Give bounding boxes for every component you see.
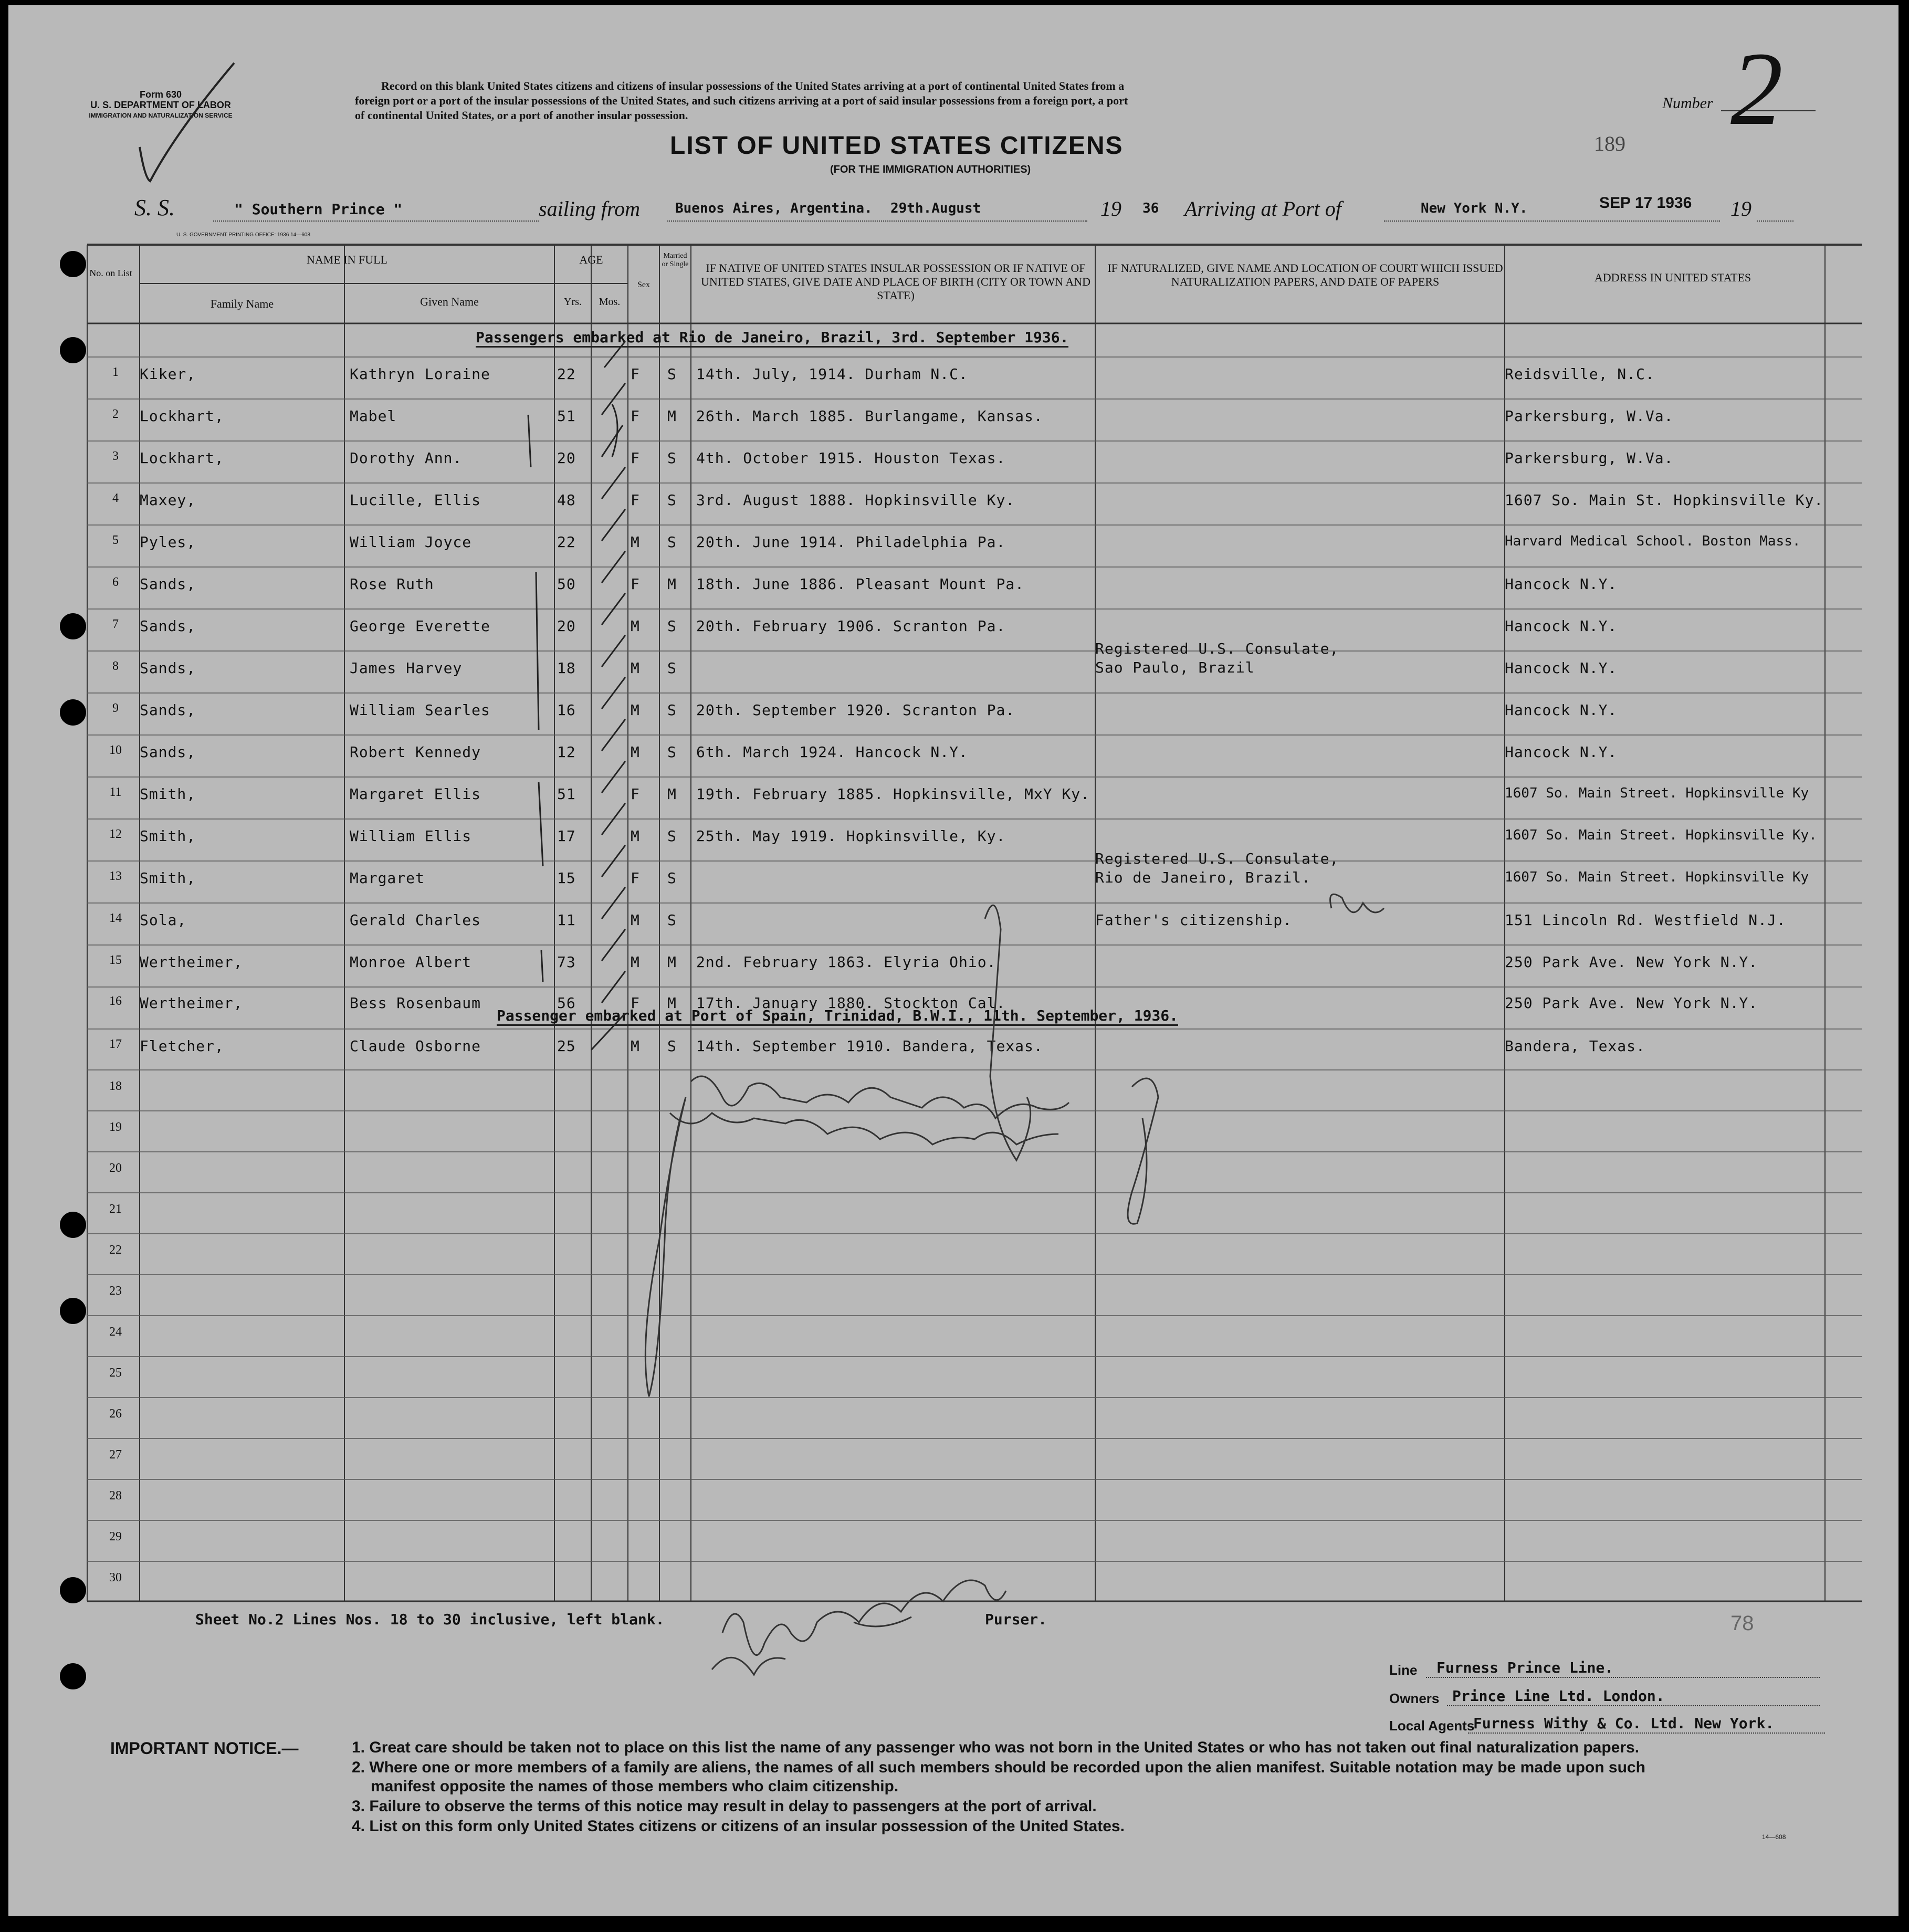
- age-years: 56: [557, 994, 576, 1012]
- header-family: Family Name: [210, 297, 274, 310]
- row-number: 13: [109, 869, 122, 883]
- marital-status: S: [667, 1037, 677, 1055]
- birth-date-place: 4th. October 1915. Houston Texas.: [696, 449, 1006, 467]
- family-name: Smith,: [140, 785, 196, 803]
- row-number: 22: [109, 1243, 122, 1257]
- family-name: Sands,: [140, 743, 196, 761]
- given-name: Lucille, Ellis: [350, 491, 481, 509]
- given-name: James Harvey: [350, 659, 463, 677]
- birth-date-place: 19th. February 1885. Hopkinsville, MxY Ky.: [696, 785, 1090, 803]
- marital-status: S: [667, 659, 677, 677]
- family-name: Sola,: [140, 911, 187, 929]
- address: Hancock N.Y.: [1505, 617, 1618, 635]
- service-name: IMMIGRATION AND NATURALIZATION SERVICE: [89, 112, 233, 119]
- naturalization: Registered U.S. Consulate, Sao Paulo, Brazil: [1095, 640, 1339, 676]
- agents-label: Local Agents: [1389, 1718, 1475, 1734]
- departure-date: 29th.August: [890, 201, 981, 216]
- row-number: 27: [109, 1448, 122, 1462]
- handwritten-marks: [8, 5, 1898, 1738]
- row-number: 9: [112, 701, 119, 715]
- age-years: 16: [557, 701, 576, 719]
- header-given: Given Name: [420, 295, 479, 308]
- notice-item: 2. Where one or more members of a family are aliens, the names of all such members should be recorded upon the alien manifest. Suitable notation may be made upon such: [352, 1759, 1645, 1776]
- marital-status: S: [667, 743, 677, 761]
- age-years: 20: [557, 617, 576, 635]
- age-years: 12: [557, 743, 576, 761]
- sex: M: [631, 911, 640, 929]
- birth-date-place: 20th. September 1920. Scranton Pa.: [696, 701, 1015, 719]
- naturalization: Registered U.S. Consulate, Rio de Janeiro, Brazil.: [1095, 850, 1339, 886]
- number-label: Number: [1662, 94, 1713, 112]
- owners-underline: [1447, 1705, 1820, 1706]
- address: Harvard Medical School. Boston Mass.: [1505, 533, 1801, 549]
- row-number: 12: [109, 827, 122, 841]
- row-number: 15: [109, 953, 122, 967]
- notice-item: 4. List on this form only United States citizens or citizens of an insular possession of the United States.: [352, 1818, 1125, 1835]
- department-name: U. S. DEPARTMENT OF LABOR: [90, 100, 231, 110]
- birth-date-place: 14th. September 1910. Bandera, Texas.: [696, 1037, 1043, 1055]
- birth-date-place: 20th. February 1906. Scranton Pa.: [696, 617, 1006, 635]
- address: Hancock N.Y.: [1505, 701, 1618, 719]
- given-name: Dorothy Ann.: [350, 449, 463, 467]
- sex: M: [631, 953, 640, 971]
- section-label: Passengers embarked at Rio de Janeiro, Brazil, 3rd. September 1936.: [476, 329, 1068, 348]
- address: 250 Park Ave. New York N.Y.: [1505, 953, 1758, 971]
- row-number: 21: [109, 1202, 122, 1216]
- notice-title: IMPORTANT NOTICE.—: [110, 1739, 299, 1758]
- line-value: Furness Prince Line.: [1436, 1659, 1614, 1676]
- birth-date-place: 25th. May 1919. Hopkinsville, Ky.: [696, 827, 1006, 845]
- row-number: 3: [112, 449, 119, 463]
- family-name: Maxey,: [140, 491, 196, 509]
- family-name: Wertheimer,: [140, 953, 243, 971]
- sex: M: [631, 533, 640, 551]
- sex: M: [631, 701, 640, 719]
- marital-status: S: [667, 869, 677, 887]
- marital-status: S: [667, 701, 677, 719]
- age-years: 11: [557, 911, 576, 929]
- list-code: 189: [1594, 132, 1625, 155]
- instructions-line: Record on this blank United States citizens and citizens of insular possessions of the United States arriving at a port of continental United States from a: [381, 79, 1125, 92]
- family-name: Pyles,: [140, 533, 196, 551]
- line-underline: [1426, 1677, 1820, 1678]
- family-name: Kiker,: [140, 365, 196, 383]
- row-number: 2: [112, 407, 119, 421]
- header-name-in-full: NAME IN FULL: [307, 253, 387, 266]
- sex: F: [631, 407, 640, 425]
- naturalization: Father's citizenship.: [1095, 911, 1293, 929]
- age-years: 22: [557, 365, 576, 383]
- address: Parkersburg, W.Va.: [1505, 407, 1674, 425]
- owners-value: Prince Line Ltd. London.: [1452, 1687, 1665, 1705]
- address: Parkersburg, W.Va.: [1505, 449, 1674, 467]
- given-name: Margaret Ellis: [350, 785, 481, 803]
- family-name: Smith,: [140, 869, 196, 887]
- given-name: Rose Ruth: [350, 575, 434, 593]
- agents-underline: [1468, 1732, 1825, 1734]
- ss-label: S. S.: [134, 195, 175, 220]
- age-years: 50: [557, 575, 576, 593]
- page-mark: 78: [1730, 1612, 1754, 1635]
- age-years: 15: [557, 869, 576, 887]
- header-mos: Mos.: [599, 296, 621, 308]
- birth-date-place: 14th. July, 1914. Durham N.C.: [696, 365, 968, 383]
- family-name: Sands,: [140, 701, 196, 719]
- sex: M: [631, 659, 640, 677]
- page-title: LIST OF UNITED STATES CITIZENS: [670, 132, 1124, 160]
- age-years: 25: [557, 1037, 576, 1055]
- marital-status: M: [667, 785, 677, 803]
- form-number: Form 630: [139, 89, 182, 100]
- age-years: 51: [557, 785, 576, 803]
- age-years: 48: [557, 491, 576, 509]
- row-number: 19: [109, 1120, 122, 1134]
- given-name: George Everette: [350, 617, 490, 635]
- marital-status: S: [667, 827, 677, 845]
- header-age: AGE: [579, 253, 603, 266]
- notice-item: 1. Great care should be taken not to place on this list the name of any passenger who was not born in the United States or who has not taken out final naturalization papers.: [352, 1739, 1640, 1756]
- header-married: Married or Single: [662, 252, 689, 268]
- row-number: 18: [109, 1079, 122, 1093]
- date-stamp: SEP 17 1936: [1599, 194, 1692, 212]
- row-number: 20: [109, 1161, 122, 1175]
- family-name: Wertheimer,: [140, 994, 243, 1012]
- row-number: 14: [109, 911, 122, 925]
- given-name: William Joyce: [350, 533, 472, 551]
- row-number: 4: [112, 491, 119, 505]
- notice-item: manifest opposite the names of those members who claim citizenship.: [371, 1778, 899, 1795]
- family-name: Lockhart,: [140, 449, 224, 467]
- row-number: 16: [109, 994, 122, 1008]
- age-years: 51: [557, 407, 576, 425]
- row-number: 24: [109, 1325, 122, 1339]
- header-sex: Sex: [637, 280, 650, 289]
- given-name: Kathryn Loraine: [350, 365, 490, 383]
- address: Hancock N.Y.: [1505, 575, 1618, 593]
- age-years: 20: [557, 449, 576, 467]
- given-name: Monroe Albert: [350, 953, 472, 971]
- address: Reidsville, N.C.: [1505, 365, 1655, 383]
- birth-date-place: 26th. March 1885. Burlangame, Kansas.: [696, 407, 1043, 425]
- sailing-label: sailing from: [539, 197, 640, 220]
- age-years: 22: [557, 533, 576, 551]
- row-number: 28: [109, 1489, 122, 1503]
- printing-office: U. S. GOVERNMENT PRINTING OFFICE: 1936 14—608: [176, 232, 310, 238]
- marital-status: S: [667, 533, 677, 551]
- header-address: ADDRESS IN UNITED STATES: [1594, 271, 1751, 284]
- given-name: Claude Osborne: [350, 1037, 481, 1055]
- given-name: William Ellis: [350, 827, 472, 845]
- year2-prefix: 19: [1730, 197, 1751, 220]
- given-name: Mabel: [350, 407, 397, 425]
- marital-status: M: [667, 407, 677, 425]
- row-number: 29: [109, 1530, 122, 1544]
- address: 250 Park Ave. New York N.Y.: [1505, 994, 1758, 1012]
- age-years: 17: [557, 827, 576, 845]
- family-name: Sands,: [140, 659, 196, 677]
- birth-date-place: 6th. March 1924. Hancock N.Y.: [696, 743, 968, 761]
- header-no: No. on List: [89, 268, 132, 278]
- arriving-label: Arriving at Port of: [1184, 197, 1341, 220]
- instructions-line: foreign port or a port of the insular possessions of the United States, and such citizens arriving at a port of said insular possessions from a foreign port, a port: [355, 94, 1128, 107]
- address: 1607 So. Main Street. Hopkinsville Ky.: [1505, 827, 1817, 843]
- birth-date-place: 2nd. February 1863. Elyria Ohio.: [696, 953, 997, 971]
- row-number: 23: [109, 1284, 122, 1298]
- address: 1607 So. Main Street. Hopkinsville Ky: [1505, 785, 1809, 801]
- sex: M: [631, 1037, 640, 1055]
- sex: F: [631, 869, 640, 887]
- family-name: Fletcher,: [140, 1037, 224, 1055]
- row-number: 5: [112, 533, 119, 547]
- marital-status: S: [667, 491, 677, 509]
- family-name: Lockhart,: [140, 407, 224, 425]
- row-number: 26: [109, 1407, 122, 1421]
- owners-label: Owners: [1389, 1690, 1440, 1706]
- marital-status: M: [667, 953, 677, 971]
- family-name: Sands,: [140, 575, 196, 593]
- sheet-note: Sheet No.2 Lines Nos. 18 to 30 inclusive, left blank.: [195, 1611, 665, 1628]
- section-label: Passenger embarked at Port of Spain, Trinidad, B.W.I., 11th. September, 1936.: [497, 1007, 1178, 1026]
- given-name: Gerald Charles: [350, 911, 481, 929]
- age-years: 73: [557, 953, 576, 971]
- given-name: Bess Rosenbaum: [350, 994, 481, 1012]
- sex: F: [631, 994, 640, 1012]
- sex: M: [631, 827, 640, 845]
- year-value: 36: [1142, 201, 1159, 216]
- marital-status: S: [667, 365, 677, 383]
- row-number: 7: [112, 617, 119, 631]
- form-code: 14—608: [1762, 1833, 1786, 1841]
- sex: F: [631, 491, 640, 509]
- arrival-port: New York N.Y.: [1421, 201, 1528, 216]
- header-yrs: Yrs.: [564, 296, 582, 308]
- sex: M: [631, 743, 640, 761]
- sheet-number: 2: [1730, 31, 1783, 147]
- address: 151 Lincoln Rd. Westfield N.J.: [1505, 911, 1786, 929]
- address: Hancock N.Y.: [1505, 743, 1618, 761]
- row-number: 11: [109, 785, 122, 799]
- year-prefix: 19: [1100, 197, 1121, 220]
- page-subtitle: (FOR THE IMMIGRATION AUTHORITIES): [830, 164, 1031, 175]
- birth-date-place: 3rd. August 1888. Hopkinsville Ky.: [696, 491, 1015, 509]
- address: 1607 So. Main Street. Hopkinsville Ky: [1505, 869, 1809, 885]
- agents-value: Furness Withy & Co. Ltd. New York.: [1473, 1715, 1775, 1732]
- line-label: Line: [1389, 1662, 1418, 1678]
- birth-date-place: 20th. June 1914. Philadelphia Pa.: [696, 533, 1006, 551]
- given-name: Margaret: [350, 869, 425, 887]
- header-native: IF NATIVE OF UNITED STATES INSULAR POSSESSION OR IF NATIVE OF UNITED STATES, GIVE DATE AND PLACE OF BIRTH (CITY OR TOWN AND STATE): [700, 261, 1091, 302]
- row-number: 30: [109, 1571, 122, 1584]
- age-years: 18: [557, 659, 576, 677]
- given-name: William Searles: [350, 701, 490, 719]
- sex: F: [631, 575, 640, 593]
- purser-label: Purser.: [985, 1611, 1047, 1628]
- row-number: 6: [112, 575, 119, 589]
- sex: M: [631, 617, 640, 635]
- address: Bandera, Texas.: [1505, 1037, 1645, 1055]
- marital-status: M: [667, 994, 677, 1012]
- manifest-sheet: [8, 5, 1898, 1916]
- sex: F: [631, 365, 640, 383]
- header-naturalized: IF NATURALIZED, GIVE NAME AND LOCATION OF COURT WHICH ISSUED NATURALIZATION PAPERS, AND DATE OF PAPERS: [1107, 261, 1503, 288]
- marital-status: S: [667, 617, 677, 635]
- row-number: 10: [109, 743, 122, 757]
- row-number: 17: [109, 1037, 122, 1051]
- notice-item: 3. Failure to observe the terms of this notice may result in delay to passengers at the port of arrival.: [352, 1798, 1097, 1815]
- address: Hancock N.Y.: [1505, 659, 1618, 677]
- birth-date-place: 17th. January 1880. Stockton Cal.: [696, 994, 1006, 1012]
- marital-status: S: [667, 449, 677, 467]
- row-number: 25: [109, 1366, 122, 1380]
- sex: F: [631, 785, 640, 803]
- marital-status: M: [667, 575, 677, 593]
- ship-name: " Southern Prince ": [234, 201, 403, 218]
- instructions-line: of continental United States, or a port of another insular possession.: [355, 109, 688, 122]
- departure-port: Buenos Aires, Argentina.: [675, 201, 873, 216]
- address: 1607 So. Main St. Hopkinsville Ky.: [1505, 491, 1824, 509]
- given-name: Robert Kennedy: [350, 743, 481, 761]
- row-number: 8: [112, 659, 119, 673]
- family-name: Smith,: [140, 827, 196, 845]
- row-number: 1: [112, 365, 119, 379]
- birth-date-place: 18th. June 1886. Pleasant Mount Pa.: [696, 575, 1025, 593]
- family-name: Sands,: [140, 617, 196, 635]
- sex: F: [631, 449, 640, 467]
- marital-status: S: [667, 911, 677, 929]
